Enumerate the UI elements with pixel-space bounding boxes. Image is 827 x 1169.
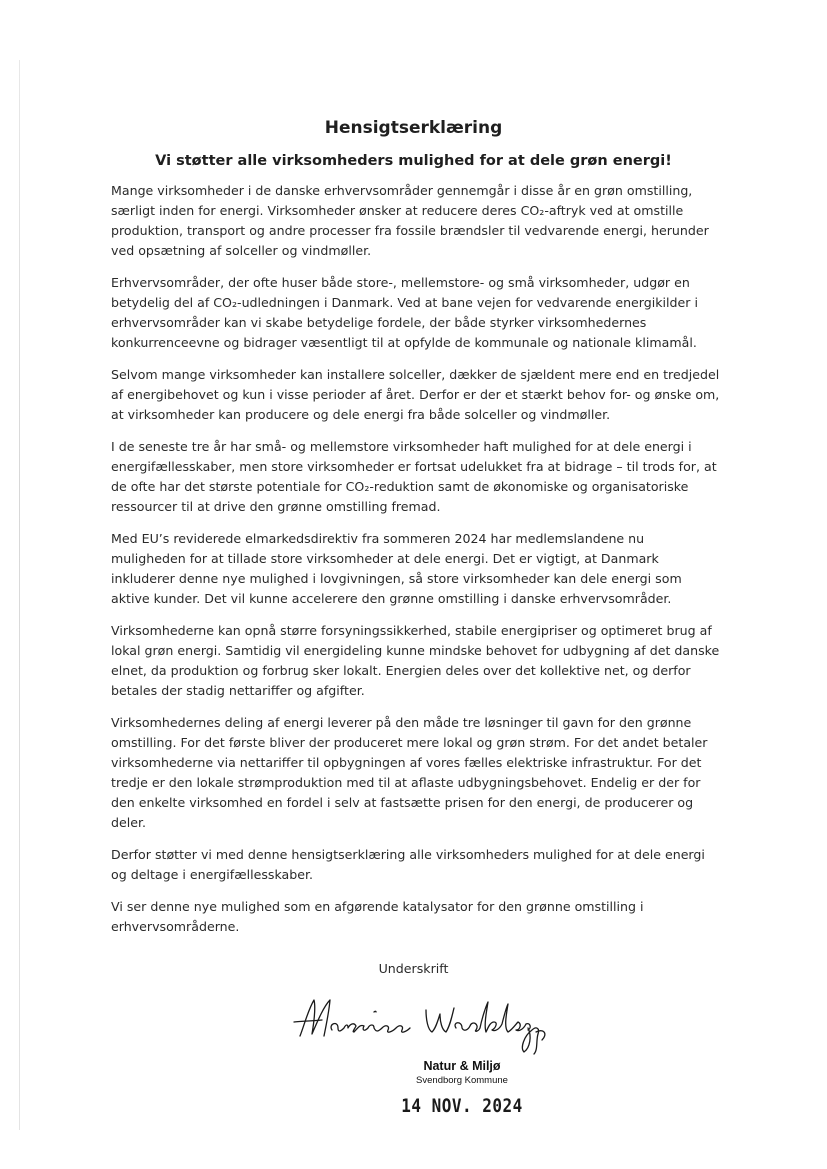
paragraph: Virksomhedernes deling af energi leverer på den måde tre løsninger til gavn for den grønne omstilling. For det første bliver der produceret mere lokal og grøn strøm. For det andet betaler virksomhederne via nettariffer til opbygningen af vores fælles elektriske infrastruktur. For det tredje er den lokale strømproduktion med til at aflaste udbygningsbehovet. Endelig er der for den enkelte virksomhed en fordel i selv at fastsætte prisen for den energi, de producerer og deler. bbox=[111, 715, 708, 830]
handwritten-signature bbox=[292, 988, 562, 1058]
stamp-municipality: Svendborg Kommune bbox=[416, 1075, 508, 1086]
signature-label: Underskrift bbox=[378, 961, 449, 976]
document-body bbox=[111, 181, 721, 949]
paragraph: Vi ser denne nye mulighed som en afgørende katalysator for den grønne omstilling i erhvervsområderne. bbox=[111, 899, 644, 934]
document-title: Hensigtserklæring bbox=[324, 118, 503, 138]
stamp-department: Natur & Miljø bbox=[423, 1059, 501, 1073]
paragraph: Derfor støtter vi med denne hensigtserklæring alle virksomheders mulighed for at dele energi og deltage i energifællesskaber. bbox=[111, 847, 705, 882]
stamp-date: 14 NOV. 2024 bbox=[401, 1094, 523, 1117]
document-subtitle: Vi støtter alle virksomheders mulighed for at dele grøn energi! bbox=[155, 153, 672, 169]
paragraph: Selvom mange virksomheder kan installere solceller, dækker de sjældent mere end en tredjedel af energibehovet og kun i visse perioder af året. Derfor er der et stærkt behov for- og ønske om, at virksomheder kan producere og dele energi fra både solceller og vindmøller. bbox=[111, 367, 720, 422]
paragraph: Med EU’s reviderede elmarkedsdirektiv fra sommeren 2024 har medlemslandene nu muligheden for at tillade store virksomheder at dele energi. Det er vigtigt, at Danmark inkluderer denne nye mulighed i lovgivningen, så store virksomheder kan dele energi som aktive kunder. Det vil kunne accelerere den grønne omstilling i danske erhvervsområder. bbox=[111, 531, 682, 606]
paragraph: Mange virksomheder i de danske erhvervsområder gennemgår i disse år en grøn omstilling, særligt inden for energi. Virksomheder ønsker at reducere deres CO₂-aftryk ved at omstille produktion, transport og andre processer fra fossile brændsler til vedvarende energi, herunder ved opsætning af solceller og vindmøller. bbox=[111, 183, 709, 258]
paragraph: Erhvervsområder, der ofte huser både store-, mellemstore- og små virksomheder, udgør en betydelig del af CO₂-udledningen i Danmark. Ved at bane vejen for vedvarende energikilder i erhvervsområder kan vi skabe betydelige fordele, der både styrker virksomhedernes konkurrenceevne og bidrager væsentligt til at opfylde de kommunale og nationale klimamål. bbox=[111, 275, 698, 350]
paragraph: Virksomhederne kan opnå større forsyningssikkerhed, stabile energipriser og optimeret brug af lokal grøn energi. Samtidig vil energideling kunne mindske behovet for udbygning af det danske elnet, da produktion og forbrug sker lokalt. Energien deles over det kollektive net, og derfor betales der stadig nettariffer og afgifter. bbox=[111, 623, 720, 698]
paragraph: I de seneste tre år har små- og mellemstore virksomheder haft mulighed for at dele energi i energifællesskaber, men store virksomheder er fortsat udelukket fra at bidrage – til trods for, at de ofte har det største potentiale for CO₂-reduktion samt de økonomiske og organisatoriske ressourcer til at drive den grønne omstilling fremad. bbox=[111, 439, 717, 514]
